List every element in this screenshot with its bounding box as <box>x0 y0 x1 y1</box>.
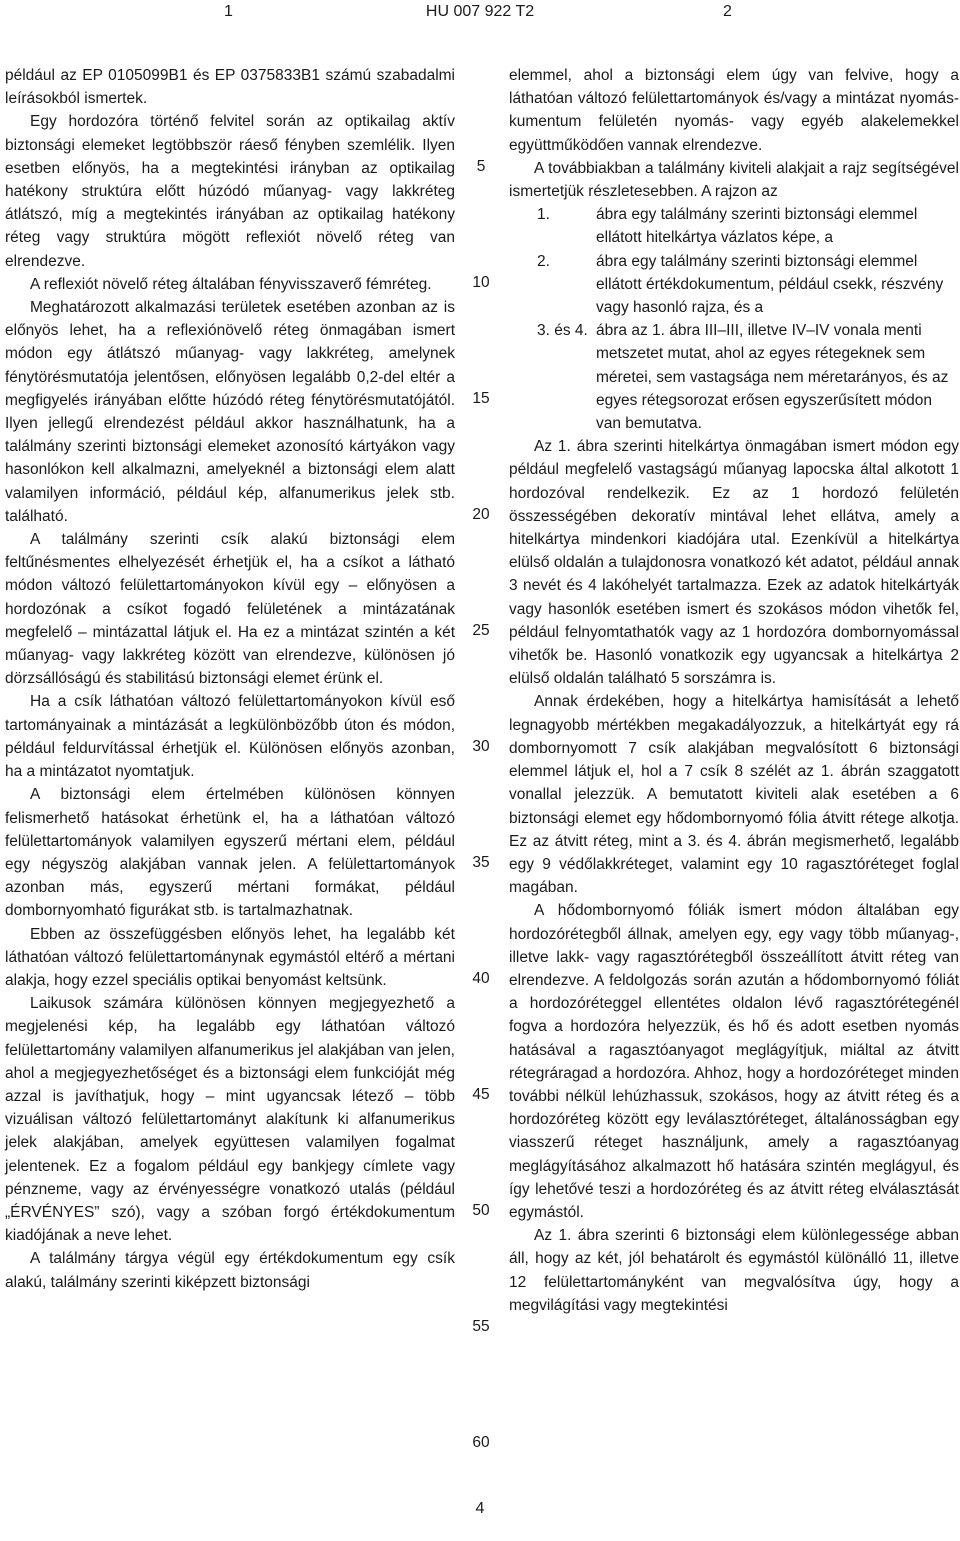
paragraph: Az 1. ábra szerinti hitelkártya önmagában ismert módon egy például megfelelő vastagságú műanyag lapocska által alkotott 1 hordozóval rendelkezik. Ez az 1 hordozó felületén összességében dekoratív mintával lehet ellátva, amely a hitelkártya mindenkori kiadójára utal. Ezenkívül a hitelkártya elülső oldalán a tulajdonosra vonatkozó két adatot, például annak 3 nevét és 4 lakóhelyét tartalmazza. Ezek az adatok hitelkártyák vagy hasonlók esetében ismert és szokásos módon vihetők fel, például felnyomtathatók vagy az 1 hordozóra dombornyomással vihetők be. Hasonló vonatkozik egy ugyancsak a hitelkártya 2 elülső oldalán található 5 sorszámra is. <box>509 438 959 688</box>
line-number: 20 <box>472 506 490 523</box>
paragraph: A találmány tárgya végül egy értékdokumentum egy csík alakú, találmány szerinti kiképzett biztonsági <box>5 1250 455 1291</box>
line-number: 40 <box>472 970 490 987</box>
line-number: 15 <box>472 390 490 407</box>
line-number: 35 <box>472 854 490 871</box>
list-item <box>509 319 959 435</box>
line-number: 25 <box>472 622 490 639</box>
left-column <box>5 64 455 1294</box>
list-item <box>509 250 959 320</box>
paragraph: A hődombornyomó fóliák ismert módon általában egy hordozórétegből állnak, amelyen egy, egy vagy több műanyag-, illetve lakk- vagy ragasztórétegből összeállított átvitt réteg van elrendezve. A feldolgozás során azután a hődombornyomó fóliát a hordozóréteggel ellentétes oldalon lévő ragasztórétegénél fogva a hordozóra helyezzük, és hő és adott esetben nyomás hatásával a ragasztóanyagot meglágyítjuk, miáltal az átvitt rétegráragad a hordozóra. Ahhoz, hogy a hordozóréteget minden további nélkül lehúzhassuk, szokásos, hogy az átvitt réteg és a hordozóréteg között egy leválasztóréteget, általánosságban egy viasszerű réteget használjunk, amely a ragasztóanyag meglágyításához alkalmazott hő hatására szintén meglágyul, és így lehetővé teszi a hordozóréteg és az átvitt réteg elválasztását egymástól. <box>509 902 959 1221</box>
figure-number: 2. <box>537 252 550 270</box>
paragraph: Az 1. ábra szerinti 6 biztonsági elem különlegessége abban áll, hogy az két, jól behatárolt és egymástól különálló 11, illetve 12 felülettartományként van megvalósítva úgy, hogy a megvilágítási vagy megtekintési <box>509 1227 959 1314</box>
paragraph: elemmel, ahol a biztonsági elem úgy van felvive, hogy a láthatóan változó felülettartományok és/vagy a mintázat nyomás-kumentum felületén nyomás- vagy egyéb alakelemekkel együttműködően vannak elrendezve. <box>509 67 959 154</box>
line-number: 45 <box>472 1086 490 1103</box>
paragraph: például az EP 0105099B1 és EP 0375833B1 számú szabadalmi leírásokból ismertek. <box>5 67 455 108</box>
figure-description: ábra egy találmány szerinti biztonsági elemmel ellátott hitelkártya vázlatos képe, a <box>596 206 918 247</box>
line-number: 10 <box>472 274 490 291</box>
paragraph: Meghatározott alkalmazási területek esetében azonban az is előnyös lehet, ha a reflexiónövelő réteg önmagában ismert módon egy átlátszó műanyag- vagy lakkréteg, amelynek fénytörésmutatója jelentősen, előnyösen legalább 0,2-del eltér a megfigyelés irányában előtte húzódó réteg fénytörésmutatójától. Ilyen jellegű elrendezést például akkor használhatunk, ha a találmány szerinti biztonsági elemeket azonosító kártyákon vagy hasonlókon kell alkalmazni, amelyeknél a biztonsági elem alatt valamilyen információ, például kép, alfanumerikus jelek stb. található. <box>5 299 455 525</box>
line-number: 60 <box>472 1434 490 1451</box>
figure-list <box>509 203 959 435</box>
figure-number: 1. <box>537 206 550 224</box>
paragraph: Ha a csík láthatóan változó felülettartományokon kívül eső tartományainak a mintázását a legkülönbözőbb úton és módon, például feldurvítással érhetjük el. Különösen előnyös azonban, ha a mintázatot nyomtatjuk. <box>5 693 455 781</box>
figure-number: 3. és 4. <box>537 322 588 340</box>
line-number: 55 <box>472 1318 490 1335</box>
footer-page-number: 4 <box>475 1500 485 1517</box>
page-number-left: 1 <box>224 3 233 20</box>
paragraph: Ebben az összefüggésben előnyös lehet, ha legalább két láthatóan változó felülettartománynak egymástól eltérő a mértani alakja, hogy ezzel speciális optikai benyomást keltsünk. <box>5 925 455 989</box>
paragraph: Laikusok számára különösen könnyen megjegyezhető a megjelenési kép, ha legalább egy láthatóan változó felülettartomány valamilyen alfanumerikus jel alakjában van jelen, ahol a megjegyezhetőséget és a biztonsági elem funkcióját még azzal is javíthatjuk, hogy – mint ugyancsak létező – több vizuálisan változó felülettartományt alakítunk ki alfanumerikus jelek alakjában, amelyek együttesen valamilyen fogalmat jelentenek. Ez a fogalom például egy bankjegy címlete vagy pénzneme, vagy az érvényességre vonatkozó utalás (például „ÉRVÉNYES” szó), vagy a szóban forgó értékdokumentum kiadójának a neve lehet. <box>5 995 455 1245</box>
line-number: 5 <box>476 158 486 175</box>
patent-number: HU 007 922 T2 <box>425 3 535 20</box>
paragraph: A reflexiót növelő réteg általában fényvisszaverő fémréteg. <box>30 275 432 293</box>
paragraph: Egy hordozóra történő felvitel során az optikailag aktív biztonsági elemeket legtöbbször ráeső fényben szemlélik. Ilyen esetben előnyös, ha a megtekintési irányban az optikailag hatékony struktúra előtt húzódó műanyag- vagy lakkréteg átlátszó, míg a megtekintés irányában az optikailag hatékony réteg vagy struktúra mögött reflexiót növelő réteg van elrendezve. <box>5 113 455 270</box>
list-item <box>509 203 959 249</box>
figure-description: ábra az 1. ábra III–III, illetve IV–IV vonala menti metszetet mutat, ahol az egyes rétegeknek sem méretei, sem vastagsága nem méretarányos, és az egyes rétegsorozat erősen egyszerűsített módon van bemutatva. <box>596 322 949 433</box>
paragraph: A biztonsági elem értelmében különösen könnyen felismerhető hatásokat érhetünk el, ha a láthatóan változó felülettartományok valamilyen egyszerű mértani elem, például egy négyszög alakjában vannak jelen. A felülettartományok azonban más, egyszerű mértani formákat, például dombornyomható figurákat stb. is tartalmazhatnak. <box>5 786 455 920</box>
paragraph: A találmány szerinti csík alakú biztonsági elem feltűnésmentes elhelyezését érhetjük el, ha a csíkot a látható módon változó felülettartományokon kívül egy – előnyösen a hordozónak a csíkot fogadó felületének a mintázatának megfelelő – mintázattal látjuk el. Ha ez a mintázat szintén a két műanyag- vagy lakkréteg között van elrendezve, különösen jó dörzsállóságú és stabilitású biztonsági elemet érünk el. <box>5 531 455 688</box>
paragraph: Annak érdekében, hogy a hitelkártya hamisítását a lehető legnagyobb mértékben megakadályozzuk, a hitelkártyát egy rá dombornyomott 7 csík alakjában megvalósított 6 biztonsági elemmel látjuk el, hol a 7 csík 8 szélét az 1. ábrán szaggatott vonallal jelezzük. A bemutatott kiviteli alak esetében a 6 biztonsági elemet egy hődombornyomó fólia átvitt rétege alkotja. Ez az átvitt réteg, mint a 3. és 4. ábrán megismerhető, legalább egy 9 védőlakkréteget, valamint egy 10 ragasztóréteget foglal magában. <box>509 693 959 897</box>
page-number-right: 2 <box>723 3 732 20</box>
line-number: 30 <box>472 738 490 755</box>
line-number: 50 <box>472 1202 490 1219</box>
paragraph: A továbbiakban a találmány kiviteli alakjait a rajz segítségével ismertetjük részletesebben. A rajzon az <box>509 159 959 201</box>
right-column <box>509 64 959 1317</box>
figure-description: ábra egy találmány szerinti biztonsági elemmel ellátott értékdokumentum, például csekk, részvény vagy hasonló rajza, és a <box>596 252 944 317</box>
